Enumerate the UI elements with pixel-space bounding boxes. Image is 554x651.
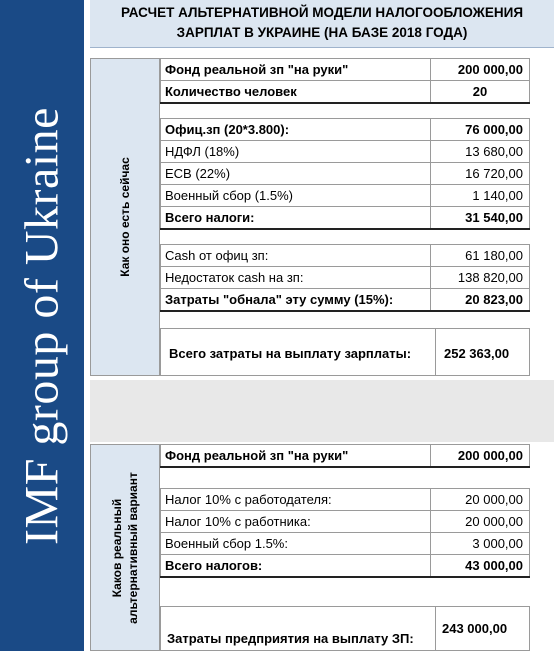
current-total-label-box xyxy=(160,328,436,376)
row-label: НДФЛ (18%) xyxy=(161,141,431,163)
row-value: 13 680,00 xyxy=(431,141,530,163)
row-label: Cash от офиц зп: xyxy=(161,245,431,267)
alternative-group-1 xyxy=(160,444,530,468)
row-label: Налог 10% с работодателя: xyxy=(161,489,431,511)
row-label: Количество человек xyxy=(161,81,431,103)
section-current-title: Как оно есть сейчас xyxy=(118,157,132,277)
alternative-total-value-box xyxy=(435,606,530,651)
page-title xyxy=(90,0,554,48)
alternative-group-2 xyxy=(160,488,530,578)
table-row xyxy=(161,141,530,163)
row-label: Всего налоги: xyxy=(161,207,431,229)
brand-sidebar xyxy=(0,0,84,651)
table-row xyxy=(161,119,530,141)
current-total-label: Всего затраты на выплату зарплаты: xyxy=(169,346,412,361)
current-group-1 xyxy=(160,58,530,104)
current-group-2 xyxy=(160,118,530,230)
section-alternative-title-line-1: Каков реальный xyxy=(110,498,124,597)
row-label: Затраты "обнала" эту сумму (15%): xyxy=(161,289,431,311)
section-alternative-label xyxy=(90,444,160,651)
current-total-value-box xyxy=(435,328,530,376)
row-value: 138 820,00 xyxy=(431,267,530,289)
row-value: 31 540,00 xyxy=(431,207,530,229)
table-row xyxy=(161,185,530,207)
row-label: Офиц.зп (20*3.800): xyxy=(161,119,431,141)
table-row xyxy=(161,267,530,289)
title-line-1: РАСЧЕТ АЛЬТЕРНАТИВНОЙ МОДЕЛИ НАЛОГООБЛОЖЕНИЯ xyxy=(120,5,524,20)
table-row xyxy=(161,163,530,185)
section-alternative-title-line-2: альтернативный вариант xyxy=(126,471,140,624)
row-value: 20 000,00 xyxy=(431,489,530,511)
row-label: ЕСВ (22%) xyxy=(161,163,431,185)
row-label: Фонд реальной зп "на руки" xyxy=(161,59,431,81)
row-label: Налог 10% с работника: xyxy=(161,511,431,533)
title-line-2: ЗАРПЛАТ В УКРАИНЕ (НА БАЗЕ 2018 ГОДА) xyxy=(176,25,468,40)
row-value: 200 000,00 xyxy=(431,445,530,467)
section-alternative-title xyxy=(109,472,141,624)
row-label: Фонд реальной зп "на руки" xyxy=(161,445,431,467)
row-value: 43 000,00 xyxy=(431,555,530,577)
table-row xyxy=(161,59,530,81)
row-value: 76 000,00 xyxy=(431,119,530,141)
table-row xyxy=(161,81,530,103)
row-label: Всего налогов: xyxy=(161,555,431,577)
alternative-total-label-box xyxy=(160,606,436,651)
alternative-total-label: Затраты предприятия на выплату ЗП: xyxy=(167,631,414,646)
table-row xyxy=(161,555,530,577)
table-row xyxy=(161,207,530,229)
row-label: Недостаток cash на зп: xyxy=(161,267,431,289)
section-separator xyxy=(90,380,554,442)
section-current-label xyxy=(90,58,160,376)
row-label: Военный сбор 1.5%: xyxy=(161,533,431,555)
table-row xyxy=(161,445,530,467)
row-value: 20 000,00 xyxy=(431,511,530,533)
row-value: 20 823,00 xyxy=(431,289,530,311)
table-row xyxy=(161,511,530,533)
table-row xyxy=(161,533,530,555)
row-value: 16 720,00 xyxy=(431,163,530,185)
current-group-3 xyxy=(160,244,530,312)
current-total-value: 252 363,00 xyxy=(444,346,510,361)
table-row xyxy=(161,245,530,267)
brand-watermark: IMF group of Ukraine xyxy=(15,107,69,545)
row-value: 1 140,00 xyxy=(431,185,530,207)
table-row xyxy=(161,489,530,511)
row-value: 61 180,00 xyxy=(431,245,530,267)
table-row xyxy=(161,289,530,311)
row-value: 3 000,00 xyxy=(431,533,530,555)
row-value: 20 xyxy=(431,81,530,103)
alternative-total-value: 243 000,00 xyxy=(442,621,508,636)
row-label: Военный сбор (1.5%) xyxy=(161,185,431,207)
row-value: 200 000,00 xyxy=(431,59,530,81)
